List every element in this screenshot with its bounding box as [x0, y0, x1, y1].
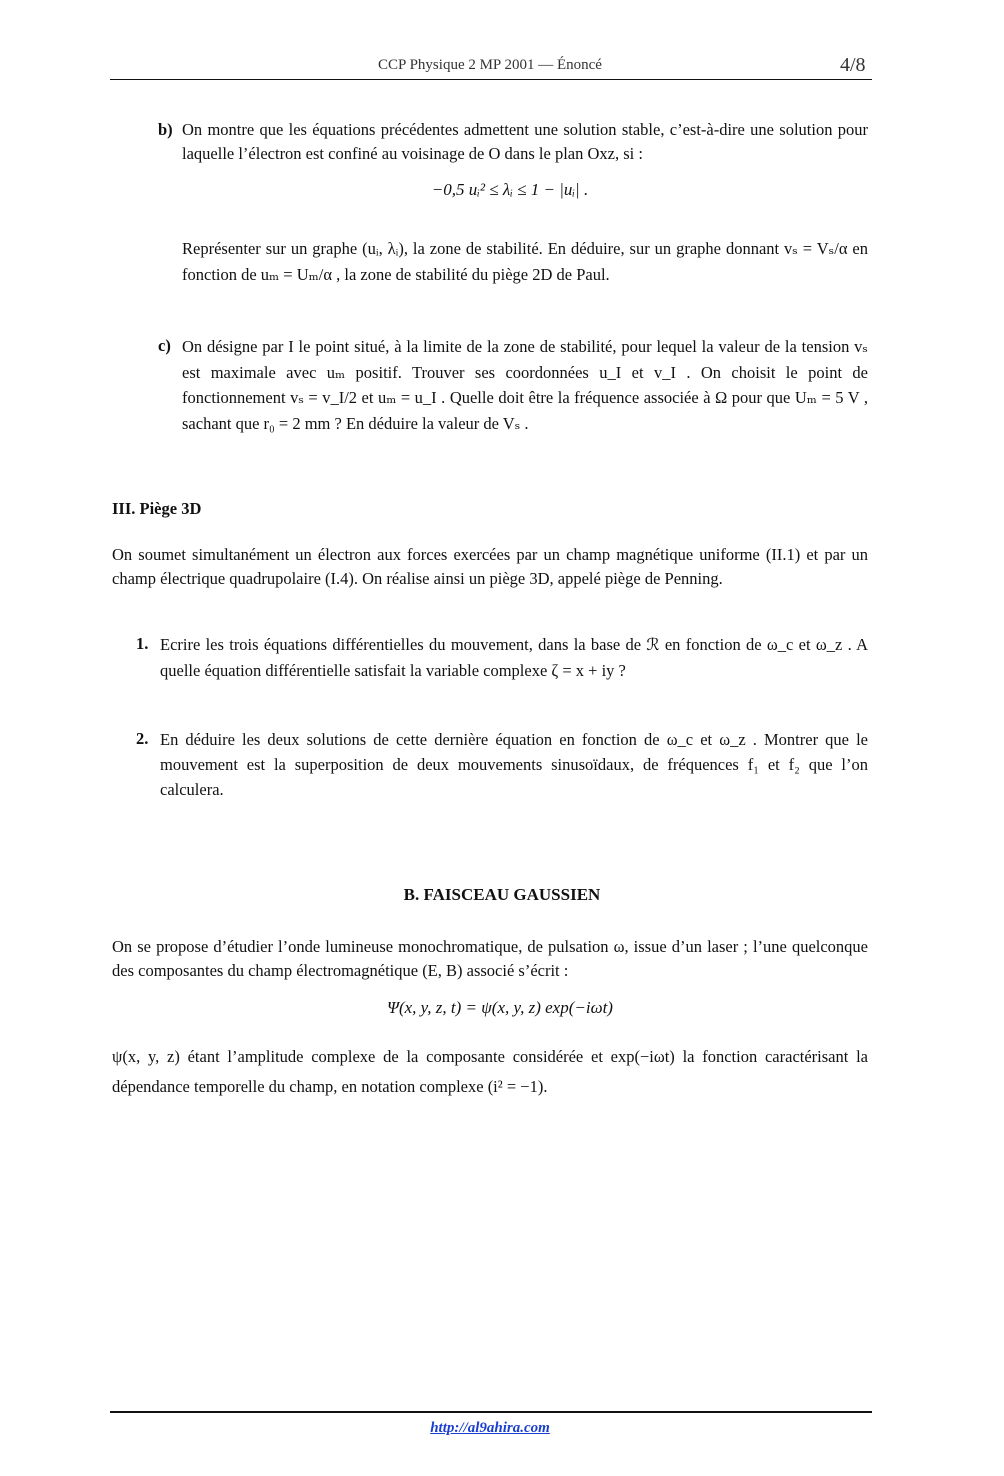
stability-equation: −0,5 uᵢ² ≤ λᵢ ≤ 1 − |uᵢ| . [431, 180, 589, 199]
section-3-heading: III. Piège 3D [112, 499, 202, 518]
part-b-text: On montre que les équations précédentes admettent une solution stable, c’est-à-dire une solution pour laquelle l’électron est confiné au voisinage de O dans le plan Oxz, si : [182, 120, 868, 163]
header-rule [110, 79, 872, 80]
wave-equation: Ψ(x, y, z, t) = ψ(x, y, z) exp(−iωt) [387, 998, 613, 1017]
part-b-label: b) [158, 120, 173, 139]
footer-rule [110, 1411, 872, 1413]
section-b-text: ψ(x, y, z) étant l’amplitude complexe de la composante considérée et exp(−iωt) la fonction caractérisant la dépendance temporelle du champ, en notation complexe (i² = −1). [112, 1047, 868, 1096]
footer-link[interactable]: http://al9ahira.com [430, 1420, 550, 1436]
part-b-question: Représenter sur un graphe (uᵢ, λᵢ), la zone de stabilité. En déduire, sur un graphe donnant vₛ = Vₛ/α en fonction de uₘ = Uₘ/α , la zone de stabilité du piège 2D de Paul. [182, 239, 868, 284]
part-c-text: On désigne par I le point situé, à la limite de la zone de stabilité, pour lequel la valeur de la tension vₛ est maximale avec uₘ positif. Trouver ses coordonnées u_I et v_I . On choisit le point de fonctionnement vₛ = v_I/2 et uₘ = u_I . Quelle doit être la fréquence associée à Ω pour que Uₘ = 5 V , sachant que r₀ = 2 mm ? En déduire la valeur de Vₛ . [182, 337, 868, 433]
page-number: 4/8 [840, 54, 866, 76]
section-b-heading: B. FAISCEAU GAUSSIEN [403, 885, 601, 904]
question-1-number: 1. [136, 634, 149, 653]
question-2-number: 2. [136, 729, 149, 748]
section-b-intro: On se propose d’étudier l’onde lumineuse monochromatique, de pulsation ω, issue d’un laser ; l’une quelconque des composantes du champ électromagnétique (E, B) associé s’écrit : [112, 937, 868, 980]
running-header-title: CCP Physique 2 MP 2001 — Énoncé [378, 57, 602, 73]
question-1-text: Ecrire les trois équations différentielles du mouvement, dans la base de ℛ en fonction de ω_c et ω_z . A quelle équation différentielle satisfait la variable complexe ζ = x + iy ? [160, 635, 868, 680]
question-2-text: En déduire les deux solutions de cette dernière équation en fonction de ω_c et ω_z . Montrer que le mouvement est la superposition de deux mouvements sinusoïdaux, de fréquences f₁ et f₂ que l’on calculera. [160, 730, 868, 799]
section-3-intro: On soumet simultanément un électron aux forces exercées par un champ magnétique uniforme (II.1) et par un champ électrique quadrupolaire (I.4). On réalise ainsi un piège 3D, appelé piège de Penning. [112, 545, 868, 588]
part-c-label: c) [158, 336, 171, 355]
